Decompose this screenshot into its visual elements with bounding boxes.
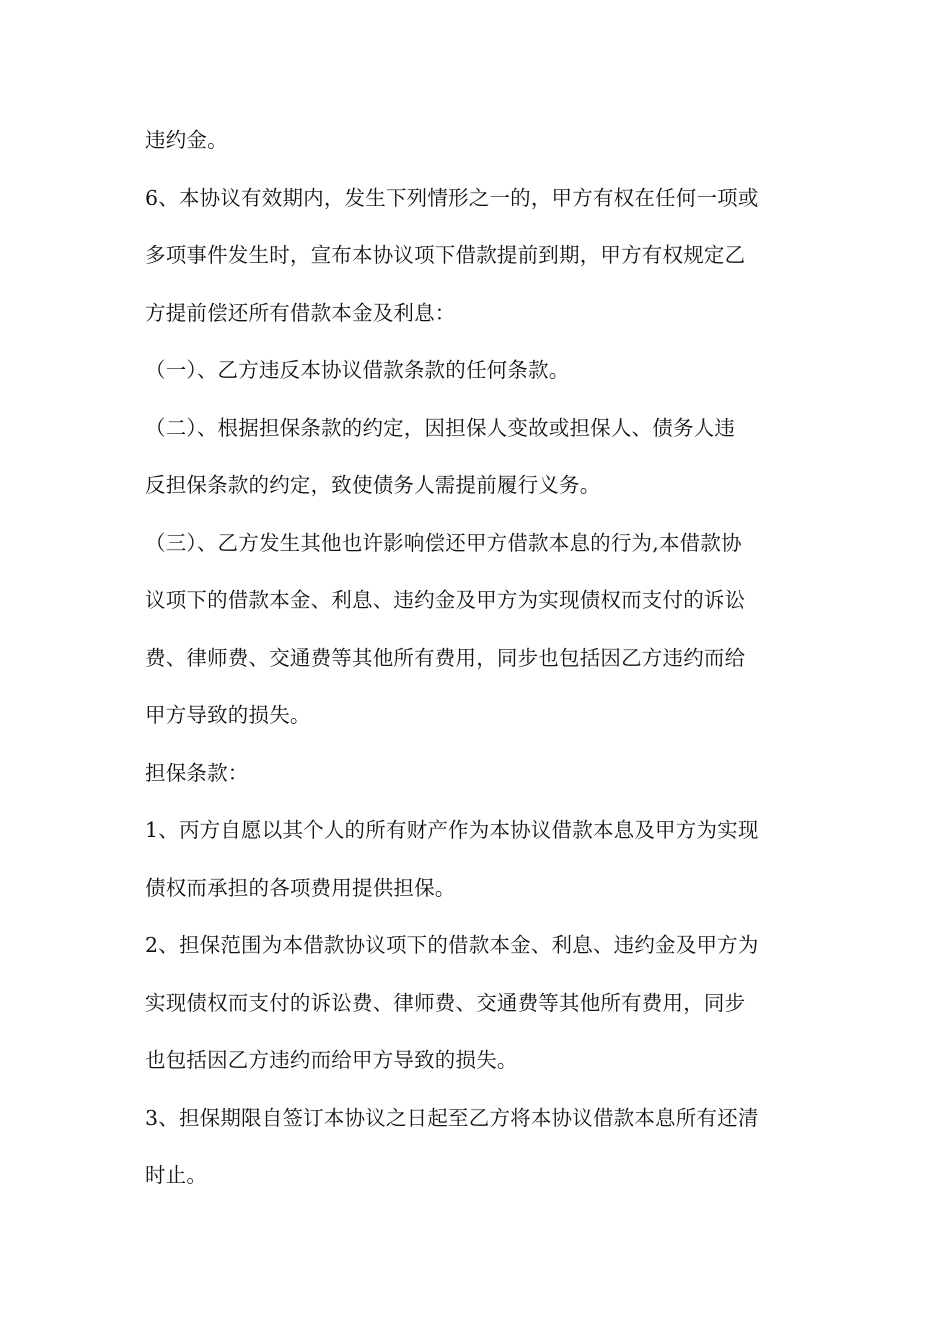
text-line: 反担保条款的约定，致使债务人需提前履行义务。 <box>145 473 601 497</box>
text-line: （二）、根据担保条款的约定，因担保人变故或担保人、债务人违 <box>145 415 736 440</box>
text-line: 实现债权而支付的诉讼费、律师费、交通费等其他所有费用，同步 <box>145 990 746 1015</box>
document-body <box>145 112 810 1205</box>
text-line: 方提前偿还所有借款本金及利息： <box>145 300 456 325</box>
text-line: 费、律师费、交通费等其他所有费用，同步也包括因乙方违约而给 <box>145 645 746 670</box>
text-line: 债权而承担的各项费用提供担保。 <box>145 875 456 900</box>
text-line: 3、担保期限自签订本协议之日起至乙方将本协议借款本息所有还清 <box>145 1105 759 1130</box>
text-line: 6、本协议有效期内，发生下列情形之一的，甲方有权在任何一项或 <box>145 185 759 210</box>
section-heading: 担保条款： <box>145 760 249 785</box>
text-line: （三）、乙方发生其他也许影响偿还甲方借款本息的行为,本借款协 <box>145 530 742 555</box>
text-line: 议项下的借款本金、利息、违约金及甲方为实现债权而支付的诉讼 <box>145 588 746 612</box>
text-line: （一）、乙方违反本协议借款条款的任何条款。 <box>145 358 570 382</box>
text-line: 也包括因乙方违约而给甲方导致的损失。 <box>145 1048 518 1072</box>
text-line: 1、丙方自愿以其个人的所有财产作为本协议借款本息及甲方为实现 <box>145 818 759 842</box>
text-line: 2、担保范围为本借款协议项下的借款本金、利息、违约金及甲方为 <box>145 933 759 957</box>
text-line: 多项事件发生时，宣布本协议项下借款提前到期，甲方有权规定乙 <box>145 243 746 267</box>
text-line: 时止。 <box>145 1163 208 1187</box>
text-line: 违约金。 <box>145 128 228 152</box>
text-line: 甲方导致的损失。 <box>145 703 311 727</box>
